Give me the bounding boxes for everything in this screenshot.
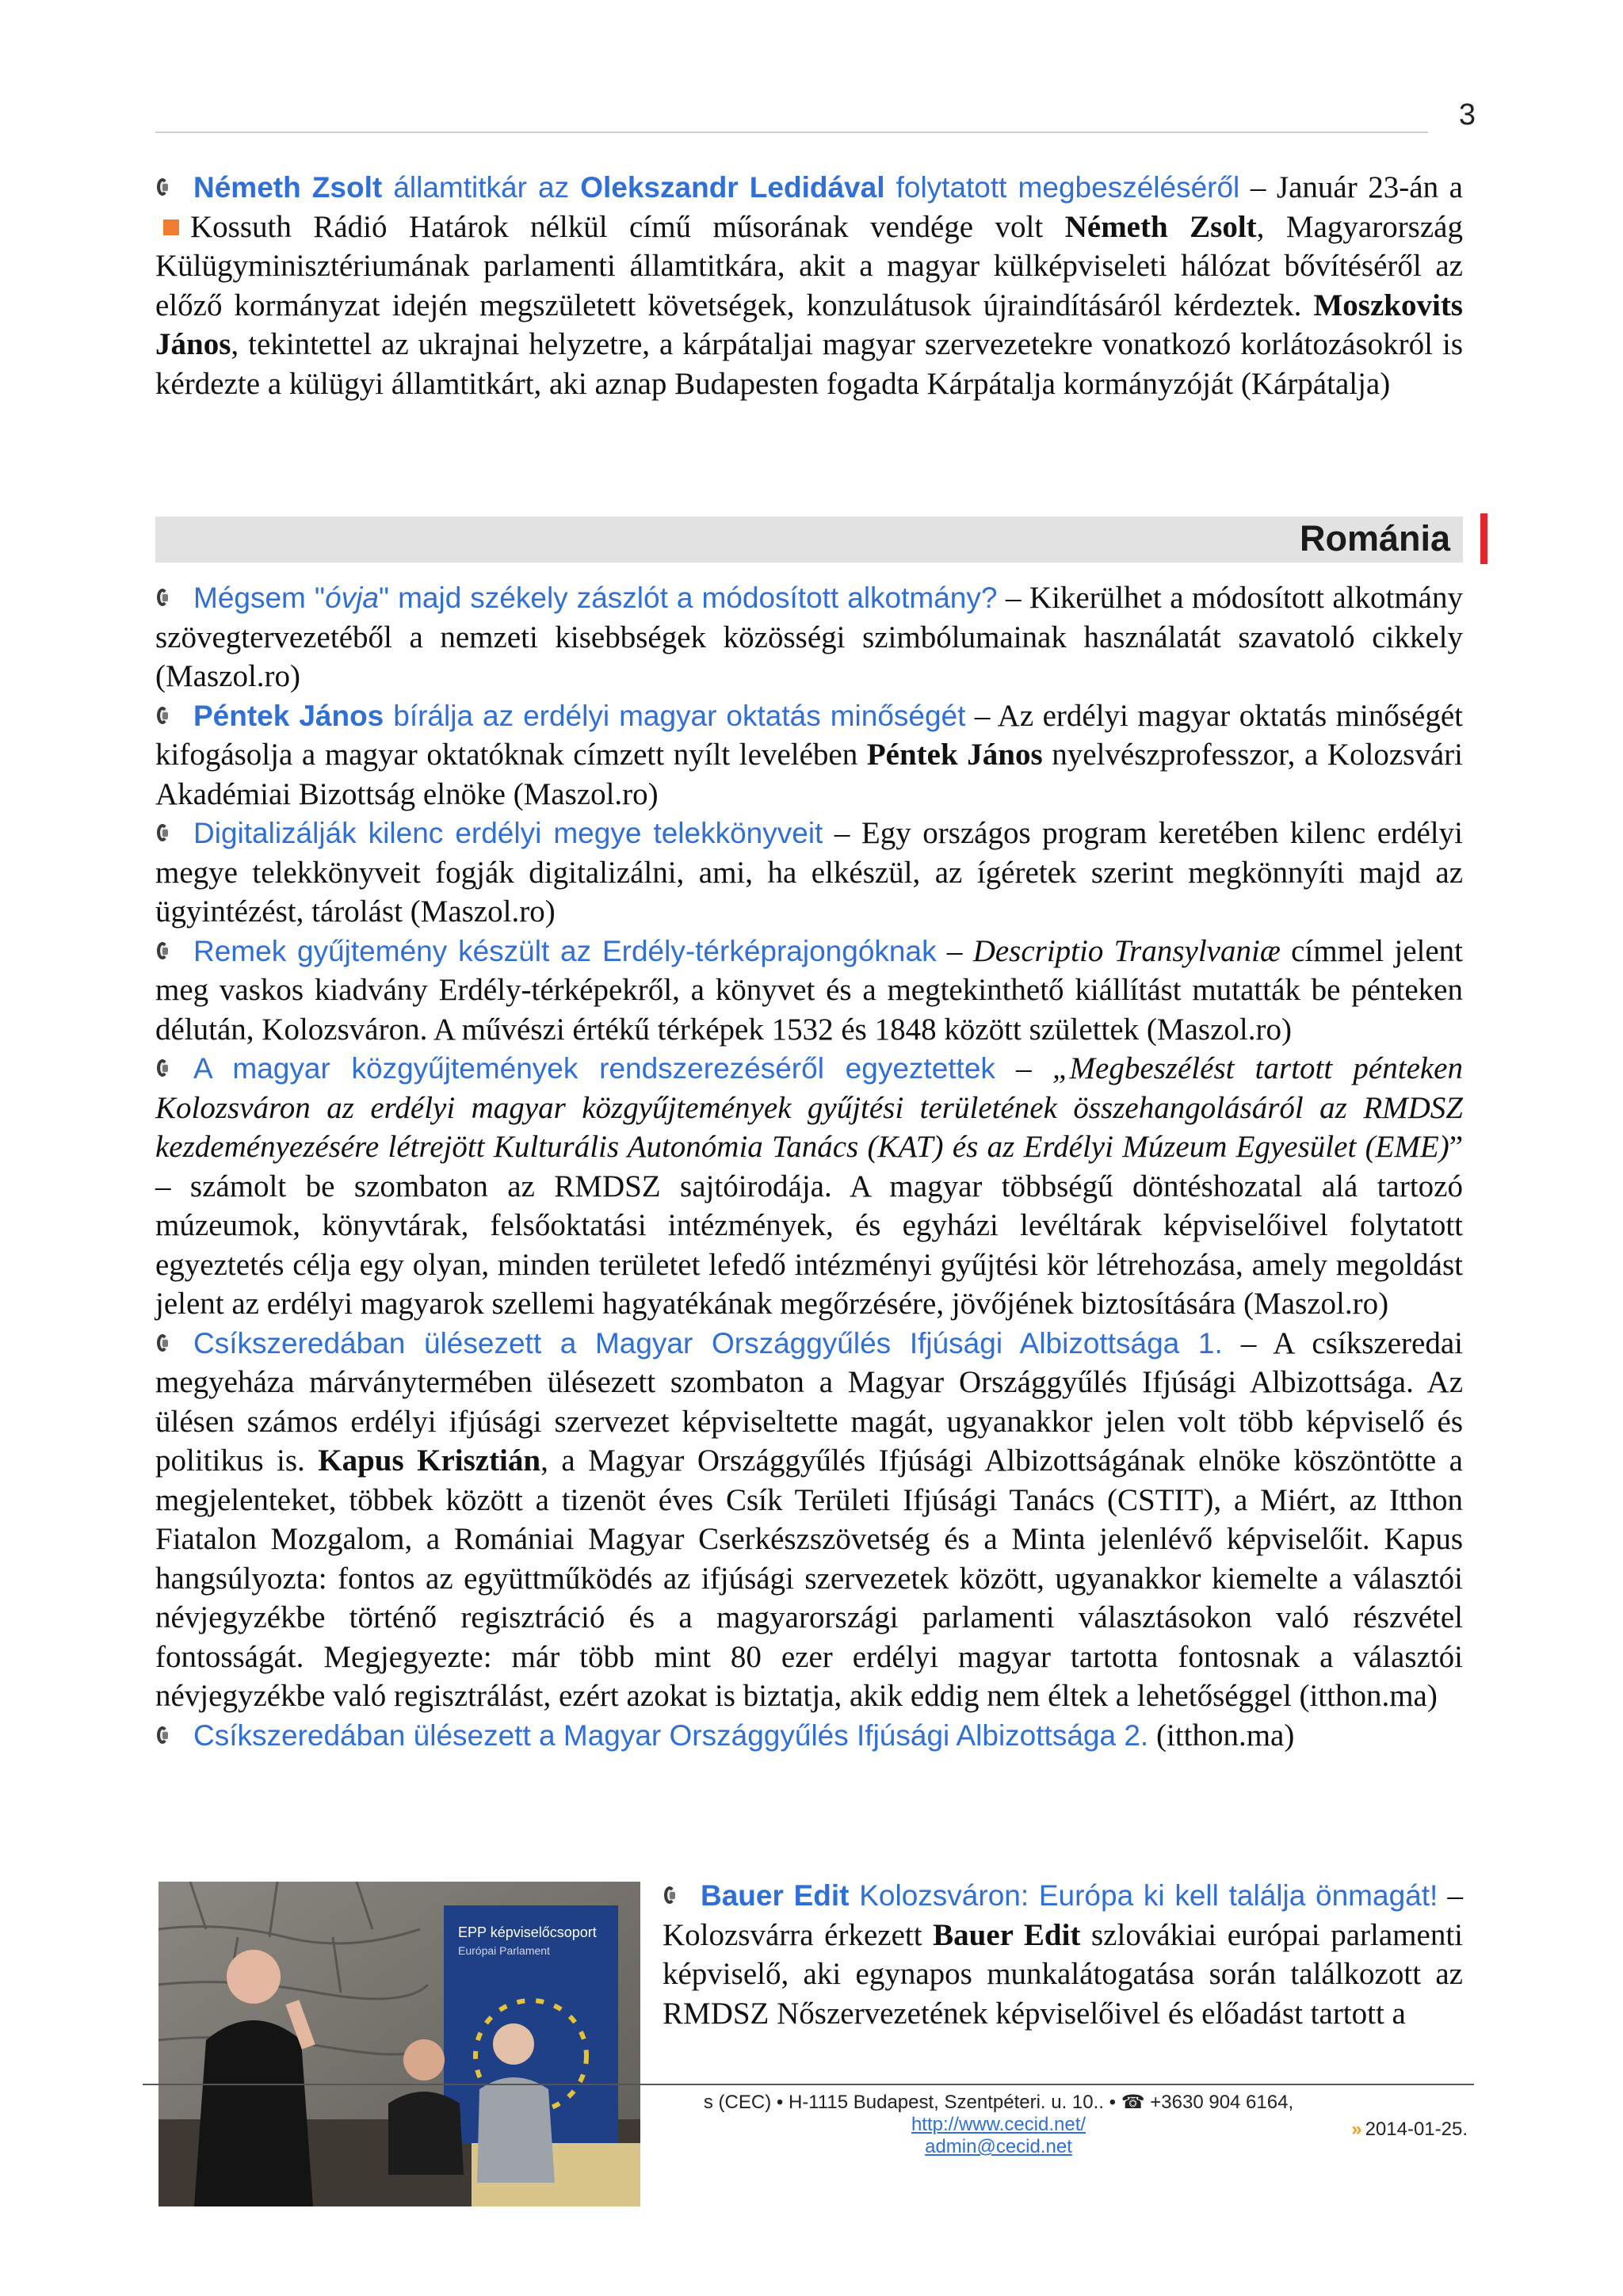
bullet-icon: [155, 586, 173, 610]
item-text: – Január 23-án a: [1239, 170, 1463, 204]
item-text: –: [936, 933, 973, 968]
link-italic: óvja: [325, 582, 379, 614]
link-bold-name: Olekszandr Ledidával: [580, 171, 885, 204]
footer: [642, 2092, 1355, 2158]
bullet-icon: [663, 1884, 680, 1908]
link-text: folytatott megbeszéléséről: [884, 171, 1240, 204]
item-text: – A csíkszeredai megyeháza márványtermében ülésezett szombaton a Magyar Országgyűlés Ifjúsági Albizottsága. Az ülésen számos erdélyi ifjúsági szervezet képviseltette magát, ugyanakkor jelen volt több képviselő és politikus is.: [155, 1325, 1463, 1478]
link-text: bírálja az erdélyi magyar oktatás minőségét: [384, 699, 966, 732]
news-link[interactable]: Remek gyűjtemény készült az Erdély-térképrajongóknak: [193, 934, 937, 967]
link-bold-name: Bauer Edit: [701, 1879, 850, 1912]
footer-address: s (CEC) • H-1115 Budapest, Szentpéteri. u. 10.. • ☎ +3630 904 6164,: [703, 2092, 1294, 2113]
news-item: [155, 1049, 1463, 1324]
news-item-bauer: [663, 1876, 1463, 2033]
news-link[interactable]: Csíkszeredában ülésezett a Magyar Országgyűlés Ifjúsági Albizottsága 2.: [193, 1718, 1149, 1752]
section-accent-bar: [1480, 513, 1487, 564]
link-text: Mégsem ": [193, 582, 326, 614]
item-text: – Az erdélyi magyar oktatás minőségét kifogásolja a magyar oktatóknak címzett nyílt levelében: [155, 698, 1463, 772]
bold-name: Péntek János: [866, 738, 1043, 772]
event-photo: [158, 1882, 640, 2206]
item-text: , tekintettel az ukrajnai helyzetre, a kárpátaljai magyar szervezetekre vonatkozó korlátozásokról is kérdezte a külügyi államtitkárt, aki aznap Budapesten fogadta Kárpátalja kormányzóját (Kárpátalja): [155, 327, 1463, 401]
bullet-icon: [155, 176, 173, 200]
bold-name: Moszkovits János: [155, 288, 1463, 361]
link-text: " majd székely zászlót a módosított alkotmány?: [378, 582, 998, 614]
item-text: – Egy országos program keretében kilenc erdélyi megye telekkönyveit fogják digitalizálni, ami, ha elkészül, az ígéretek szerint megkönnyíti majd az ügyintézést, tárolást (Maszol.ro): [155, 816, 1463, 929]
event-photo-image: [158, 1882, 640, 2206]
double-arrow-icon: »: [1351, 2119, 1362, 2140]
news-link[interactable]: [193, 700, 965, 732]
bullet-icon: [155, 822, 173, 845]
bold-name: Németh Zsolt: [1064, 209, 1257, 244]
page-number: 3: [1458, 98, 1476, 132]
item-text: szlovákiai európai parlamenti képviselő, aki egynapos munkalátogatása során találkozott az RMDSZ Nőszervezetének képviselőivel és előadást tartott a: [663, 1917, 1463, 2031]
bullet-icon: [155, 704, 173, 728]
news-item: [155, 1324, 1463, 1716]
news-link-nemeth[interactable]: [193, 171, 1239, 204]
bold-name: Kapus Krisztián: [318, 1444, 541, 1478]
bullet-icon: [155, 1724, 173, 1748]
news-link[interactable]: Digitalizálják kilenc erdélyi megye telekkönyveit: [193, 817, 823, 849]
news-item: [155, 578, 1463, 696]
bullet-icon: [155, 1057, 173, 1081]
romania-items: [155, 578, 1463, 1755]
item-text: Kossuth Rádió Határok nélkül című műsorának vendége volt: [190, 209, 1065, 244]
intro-block: [155, 168, 1463, 403]
news-link[interactable]: [193, 582, 997, 614]
link-text: államtitkár az: [382, 171, 581, 204]
item-text: ” – számolt be szombaton az RMDSZ sajtóirodája. A magyar többségű döntéshozatal alá tartozó múzeumok, könyvtárak, felsőoktatási intézmények, és egyházi levéltárak képviselőivel folytatott egyeztetés célja egy olyan, minden területet lefedő intézményi gyűjtési kör létrehozása, amely megoldást jelent az erdélyi magyarok szellemi hagyatékának megőrzésére, jövőjének biztosítására (Maszol.ro): [155, 1130, 1463, 1321]
footer-date-text: 2014-01-25.: [1365, 2119, 1468, 2140]
news-item-nemeth: [155, 168, 1463, 403]
news-item: [155, 814, 1463, 932]
header-rule: [155, 132, 1428, 133]
italic-title: Descriptio Transylvaniæ: [972, 933, 1281, 968]
item-text: nyelvészprofesszor, a Kolozsvári Akadémiai Bizottság elnöke (Maszol.ro): [155, 738, 1463, 811]
photo-banner-text: EPP képviselőcsoport: [458, 1924, 597, 1940]
bold-name: Bauer Edit: [933, 1917, 1081, 1952]
bullet-icon: [155, 940, 173, 963]
item-text: , Magyarország Külügyminisztériumának parlamenti államtitkára, akit a magyar külképviseleti hálózat bővítéséről az előző kormányzat idején megszületett követségek, konzulátusok újraindításáról kérdeztek.: [155, 209, 1463, 322]
item-text: –: [995, 1051, 1052, 1085]
item-text: címmel jelent meg vaskos kiadvány Erdély-térképekről, a könyvet és a megtekinthető kiállítást mutatták be pénteken délután, Kolozsváron. A művészi értékű térképek 1532 és 1848 között születtek (Maszol.ro): [155, 933, 1464, 1047]
item-text: – Kolozsvárra érkezett: [663, 1878, 1464, 1952]
item-text: – Kikerülhet a módosított alkotmány szövegtervezetéből a nemzeti kisebbségek közösségi szimbólumainak használatát szavatoló cikkely (Maszol.ro): [155, 581, 1463, 693]
link-bold-name: Péntek János: [193, 699, 384, 732]
footer-web-link[interactable]: http://www.cecid.net/: [911, 2114, 1086, 2135]
news-item: [155, 1716, 1463, 1756]
footer-email-link[interactable]: admin@cecid.net: [925, 2136, 1072, 2157]
news-link[interactable]: Csíkszeredában ülésezett a Magyar Országgyűlés Ifjúsági Albizottsága 1.: [193, 1326, 1223, 1360]
italic-quote: „Megbeszélést tartott pénteken Kolozsváron az erdélyi magyar közgyűjtemények gyűjtési területének összehangolásáról az RMDSZ kezdeményezésére létrejött Kulturális Autonómia Tanács (KAT) és az Erdélyi Múzeum Egyesület (EME): [155, 1051, 1463, 1164]
section-header: [155, 517, 1463, 563]
item-text: (itthon.ma): [1148, 1718, 1295, 1753]
bullet-icon: [155, 1332, 173, 1356]
news-item: [155, 932, 1463, 1050]
item-text: , a Magyar Országgyűlés Ifjúsági Albizottságának elnöke köszöntötte a megjelenteket, többek között a tizenöt éves Csík Területi Ifjúsági Tanács (CSTIT), a Miért, az Itthon Fiatalon Mozgalom, a Romániai Magyar Cserkészszövetség és a Minta jelenlévő képviselőit. Kapus hangsúlyozta: fontos az együttműködés az ifjúsági szervezetek között, ugyanakkor kiemelte a választói névjegyzékbe történő regisztráció és a magyarországi parlamenti választásokon való részvétel fontosságát. Megjegyezte: már több mint 80 ezer erdélyi magyar tartotta fontosnak a választói névjegyzékbe való regisztrálást, ezért azokat is biztatja, akik eddig nem éltek a lehetőséggel (itthon.ma): [155, 1444, 1463, 1713]
news-link[interactable]: A magyar közgyűjtemények rendszerezéséről egyeztettek: [193, 1052, 995, 1085]
orange-square-icon: [163, 219, 179, 235]
link-text: Kolozsváron: Európa ki kell találja önmagát!: [849, 1879, 1438, 1912]
section-title: Románia: [1299, 518, 1450, 559]
link-bold-name: Németh Zsolt: [193, 171, 383, 204]
photo-banner-subtext: Európai Parlament: [458, 1944, 550, 1957]
news-item: [155, 696, 1463, 814]
footer-rule: [143, 2084, 1474, 2085]
footer-date: [1351, 2119, 1468, 2141]
news-link[interactable]: [701, 1879, 1438, 1912]
